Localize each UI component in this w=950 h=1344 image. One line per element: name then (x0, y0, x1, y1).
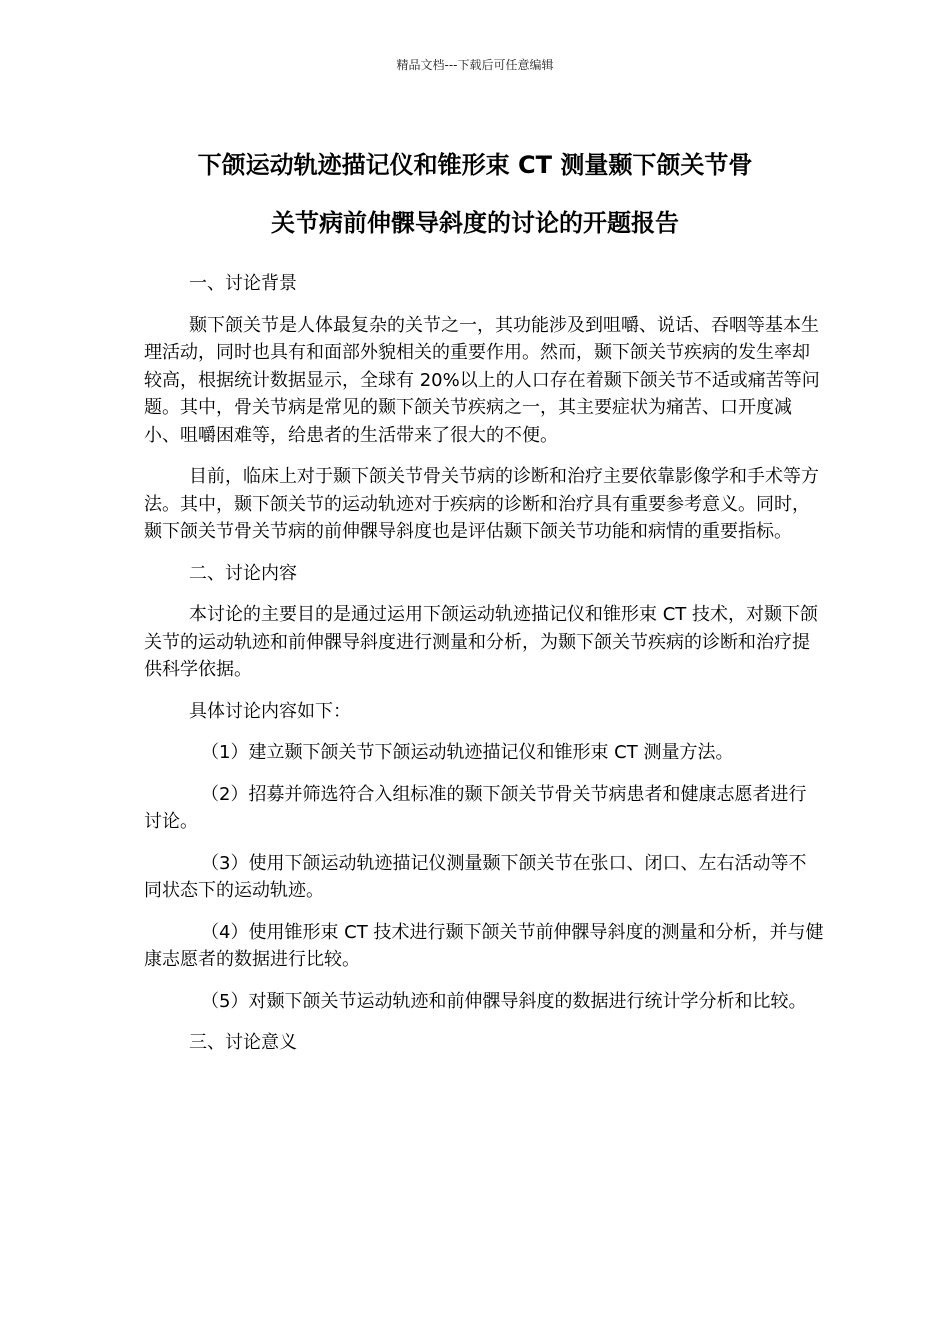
section-heading-significance: 三、讨论意义 (189, 1032, 297, 1053)
list-item: （4）使用锥形束 CT 技术进行颞下颌关节前伸髁导斜度的测量和分析，并与健康志愿者的数据进行比较。 (144, 921, 824, 970)
list-item: （2）招募并筛选符合入组标准的颞下颌关节骨关节病患者和健康志愿者进行讨论。 (144, 783, 807, 832)
paragraph: 本讨论的主要目的是通过运用下颌运动轨迹描记仪和锥形束 CT 技术，对颞下颌关节的运动轨迹和前伸髁导斜度进行测量和分析，为颞下颌关节疾病的诊断和治疗提供科学依据。 (144, 604, 819, 680)
list-item: （1）建立颞下颌关节下颌运动轨迹描记仪和锥形束 CT 测量方法。 (201, 742, 734, 763)
page-header: 精品文档---下载后可任意编辑 (396, 58, 554, 72)
title-line-1: 下颌运动轨迹描记仪和锥形束 CT 测量颞下颌关节骨 (197, 151, 753, 179)
paragraph: 具体讨论内容如下： (189, 700, 351, 722)
title-line-2: 关节病前伸髁导斜度的讨论的开题报告 (271, 209, 679, 237)
section-heading-content: 二、讨论内容 (189, 562, 297, 584)
document-title (120, 136, 830, 252)
paragraph: 目前，临床上对于颞下颌关节骨关节病的诊断和治疗主要依靠影像学和手术等方法。其中，颞下颌关节的运动轨迹对于疾病的诊断和治疗具有重要参考意义。同时，颞下颌关节骨关节病的前伸髁导斜度也是评估颞下颌关节功能和病情的重要指标。 (144, 466, 819, 542)
section-heading-background: 一、讨论背景 (189, 273, 297, 294)
paragraph: 颞下颌关节是人体最复杂的关节之一，其功能涉及到咀嚼、说话、吞咽等基本生理活动，同时也具有和面部外貌相关的重要作用。然而，颞下颌关节疾病的发生率却较高，根据统计数据显示，全球有 20%以上的人口存在着颞下颌关节不适或痛苦等问题。其中，骨关节病是常见的颞下颌关节疾病之一，其主要症状为痛苦、口开度减小、咀嚼困难等，给患者的生活带来了很大的不便。 (144, 314, 820, 446)
document-body (144, 270, 824, 1071)
list-item: （5）对颞下颌关节运动轨迹和前伸髁导斜度的数据进行统计学分析和比较。 (201, 990, 807, 1012)
list-item: （3）使用下颌运动轨迹描记仪测量颞下颌关节在张口、闭口、左右活动等不同状态下的运动轨迹。 (144, 852, 807, 901)
